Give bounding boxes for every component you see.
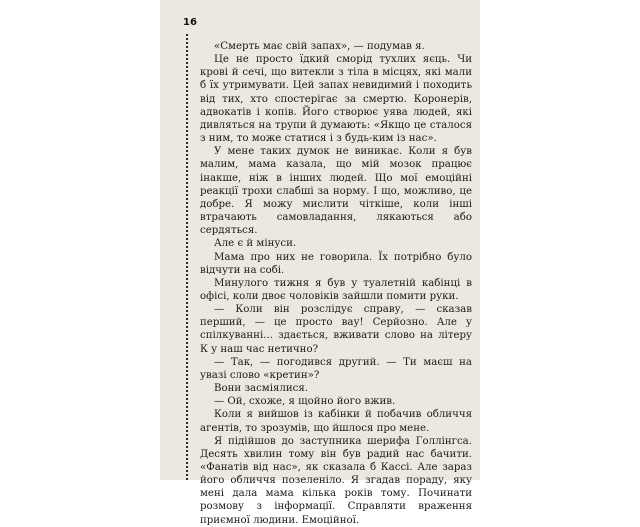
paragraph: Це не просто їдкий сморід тухлих яєць. Чи крові й сечі, що витекли з тіла в місцях, які мали б їх утримувати. Цей запах невидимий і походить від тих, хто спостерігає за смертю. Коронерів, адвокатів і копів. Його створює уява людей, які дивляться на трупи й думають: «Якщо це сталося з ним, то може статися і з будь-ким із нас». bbox=[200, 54, 472, 145]
paragraph: Вони засміялися. bbox=[214, 383, 309, 395]
paragraph: Минулого тижня я був у туалетній кабінці в офісі, коли двоє чоловіків зайшли помити руки. bbox=[200, 277, 472, 302]
paragraph: — Так, — погодився другий. — Ти маєш на увазі слово «кретин»? bbox=[200, 356, 472, 381]
paragraph: Я підійшов до заступника шерифа Голлінгса. Десять хвилин тому він був радий нас бачити. «Фанатів від нас», як сказала б Кассі. Але зараз його обличчя позеленіло. Я згадав пораду, яку мені дала мама кілька років тому. Починати розмову з інформації. Справляти враження приємної людини. Емоційної. bbox=[200, 435, 472, 526]
paragraph: Коли я вийшов із кабінки й побачив обличчя агентів, то зрозумів, що йшлося про мене. bbox=[200, 409, 472, 434]
paragraph: У мене таких думок не виникає. Коли я був малим, мама казала, що мій мозок працює інакше, ніж в інших людей. Що мої емоційні реакції трохи слабші за норму. І що, можливо, це добре. Я можу мислити чіткіше, коли інші втрачають самовладання, лякаються або сердяться. bbox=[200, 146, 472, 237]
page-number: 16 bbox=[183, 17, 197, 28]
paragraph: — Коли він розслідує справу, — сказав перший, — це просто вау! Серйозно. Але у спілкуванні... здається, вживати слово на літеру К у наш час нетично? bbox=[200, 304, 472, 355]
body-text bbox=[200, 40, 472, 527]
paragraph: Але є й мінуси. bbox=[214, 238, 297, 250]
paragraph: Мама про них не говорила. Їх потрібно було відчути на собі. bbox=[200, 251, 472, 276]
dotted-margin-line bbox=[186, 34, 188, 480]
paragraph: «Смерть має свій запах», — подумав я. bbox=[214, 41, 425, 52]
paragraph: — Ой, схоже, я щойно його вжив. bbox=[214, 396, 396, 408]
